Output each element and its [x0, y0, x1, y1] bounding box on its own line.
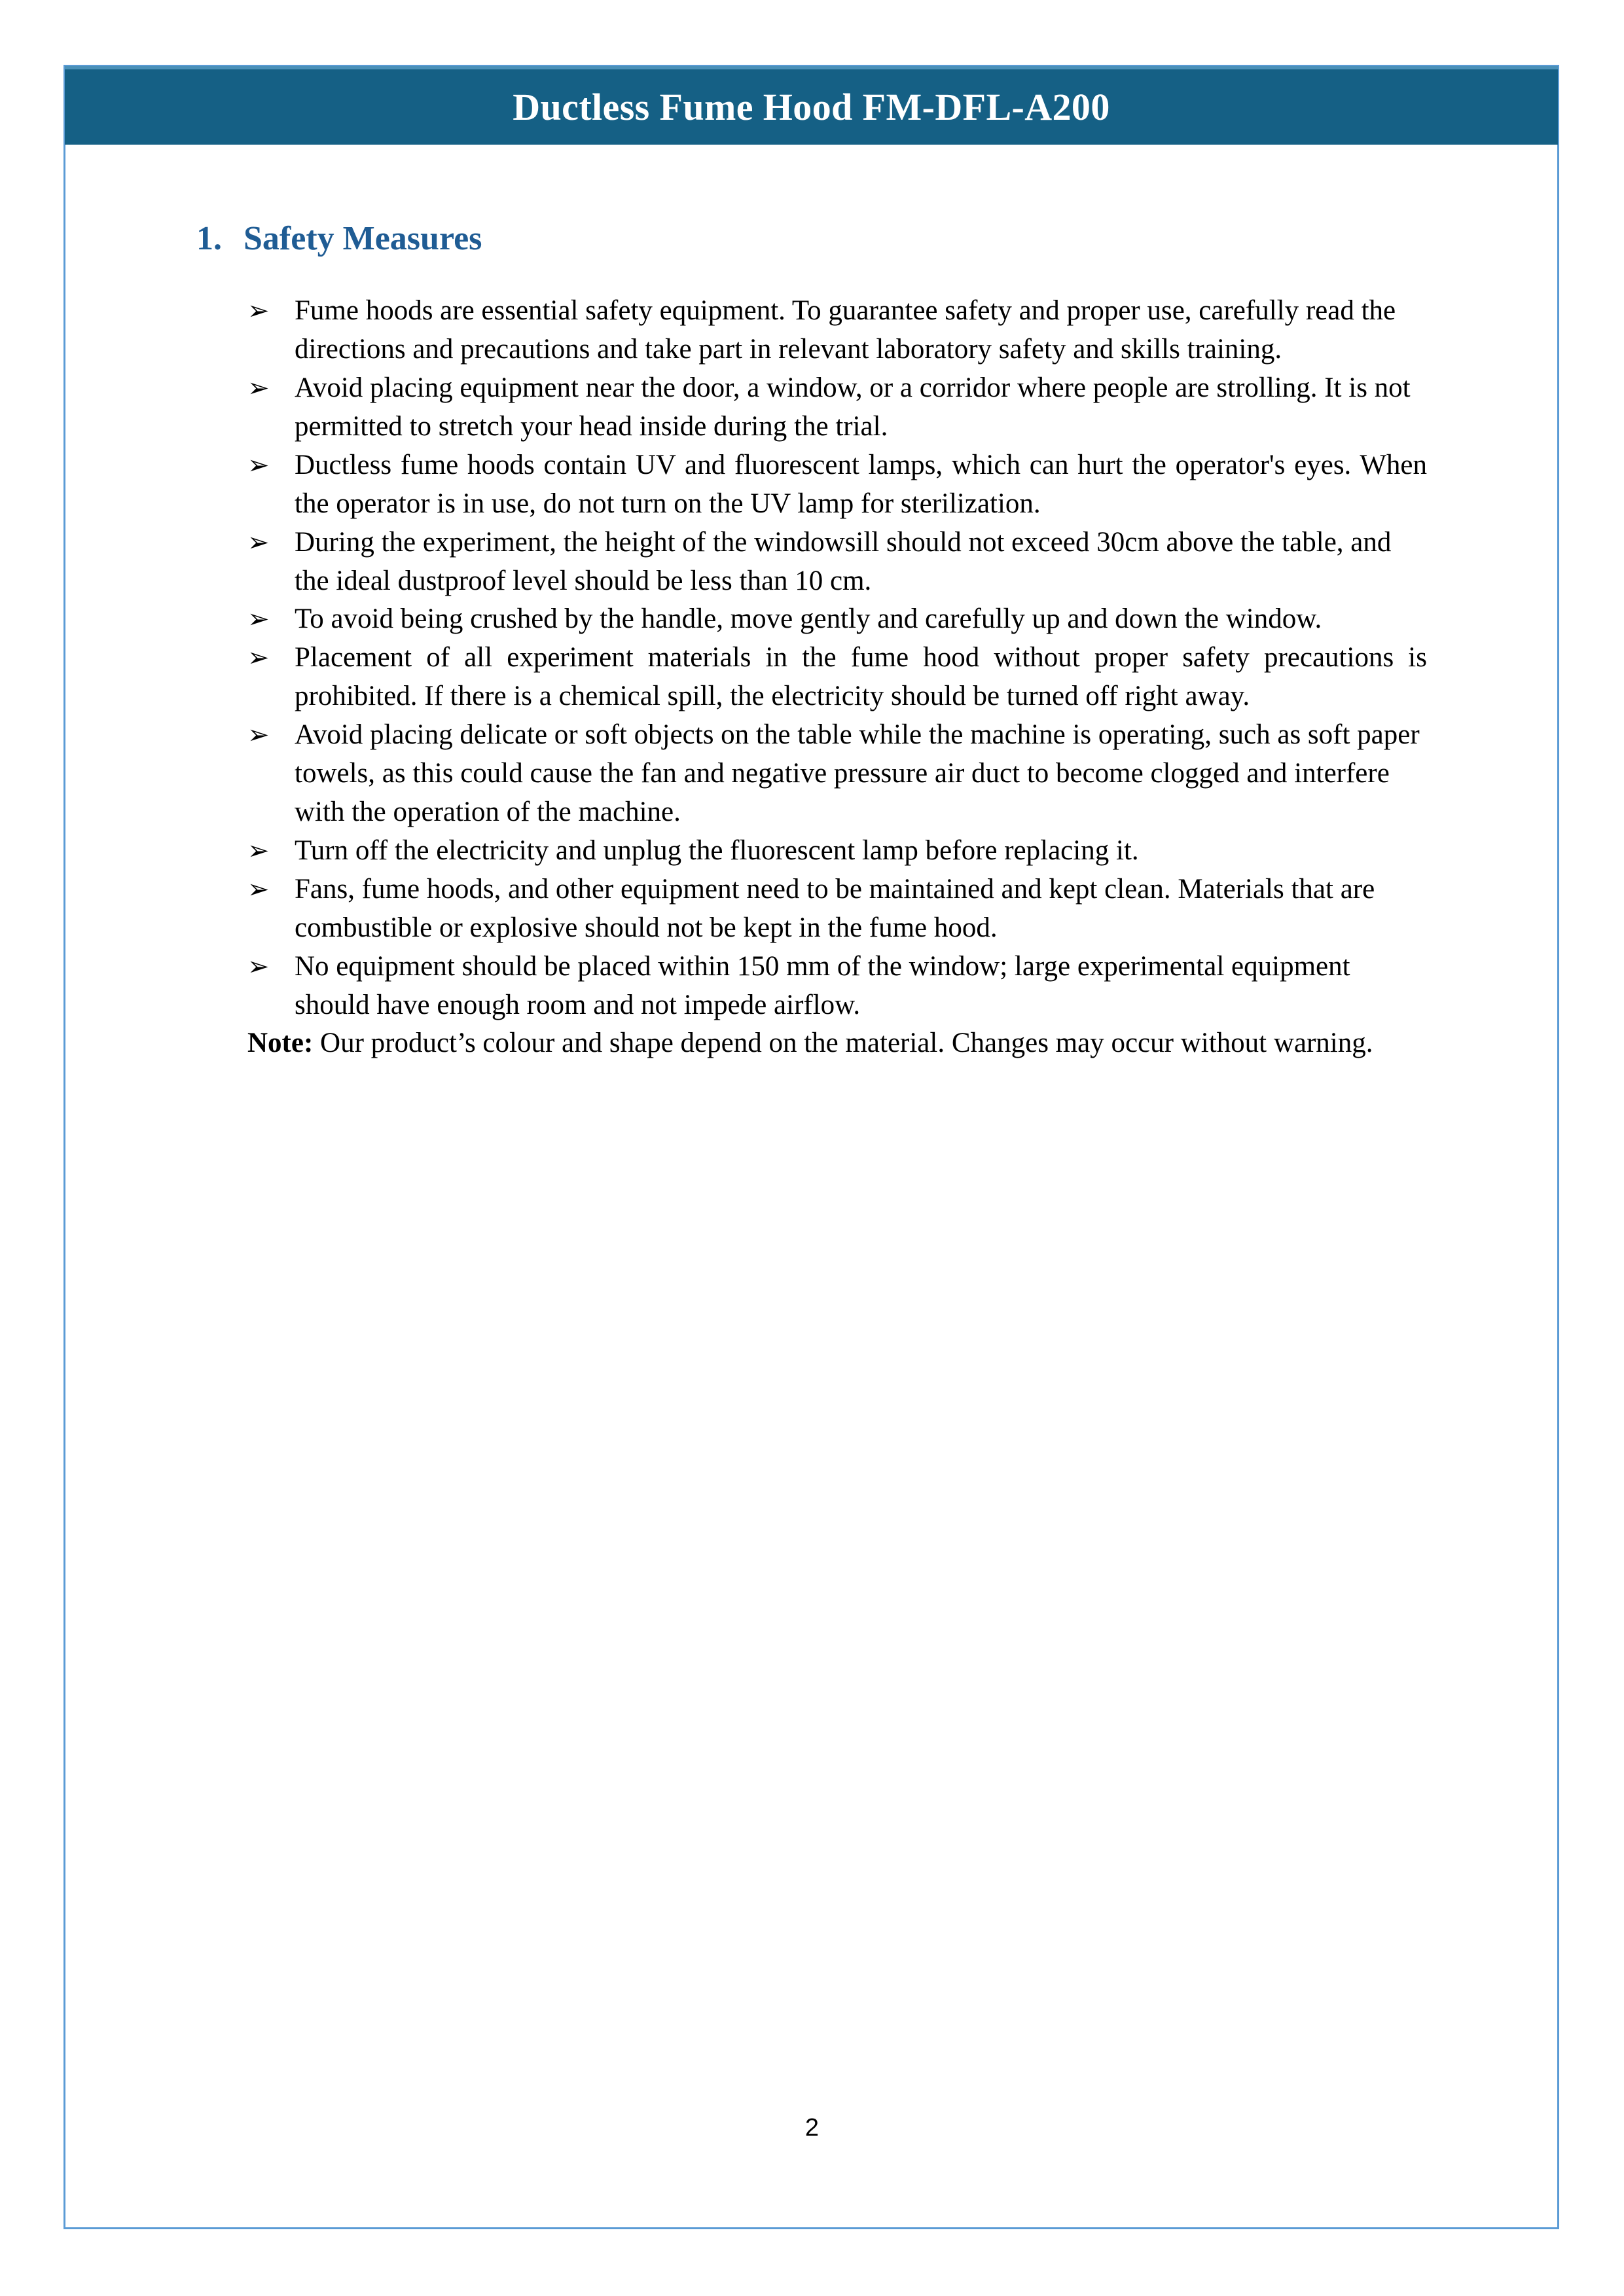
list-item-text: To avoid being crushed by the handle, move gently and carefully up and down the window.	[295, 603, 1322, 635]
list-item	[247, 292, 1427, 369]
arrow-bullet-icon: ➢	[247, 604, 270, 635]
list-item-text: Placement of all experiment materials in the fume hood without proper safety precautions is prohibited. If there is a chemical spill, the electricity should be turned off right away.	[295, 642, 1427, 712]
list-item	[247, 948, 1427, 1025]
list-item	[247, 369, 1427, 446]
list-item-text: No equipment should be placed within 150 mm of the window; large experimental equipment should have enough room and not impede airflow.	[295, 950, 1350, 1020]
list-item-text: Ductless fume hoods contain UV and fluorescent lamps, which can hurt the operator's eyes. When the operator is in use, do not turn on the UV lamp for sterilization.	[295, 449, 1427, 519]
safety-measures-list	[0, 292, 1624, 1024]
document-header-banner	[65, 66, 1558, 145]
arrow-bullet-icon: ➢	[247, 874, 270, 905]
list-item	[247, 870, 1427, 948]
list-item	[247, 600, 1427, 639]
section-number: 1.	[196, 220, 222, 257]
list-item-text: Fans, fume hoods, and other equipment need to be maintained and kept clean. Materials that are combustible or explosive should not be kept in the fume hood.	[295, 873, 1375, 943]
arrow-bullet-icon: ➢	[247, 720, 270, 751]
list-item-text: Fume hoods are essential safety equipment. To guarantee safety and proper use, carefully read the directions and precautions and take part in relevant laboratory safety and skills training.	[295, 295, 1396, 365]
note-paragraph	[247, 1024, 1427, 1063]
list-item-text: Avoid placing equipment near the door, a window, or a corridor where people are strolling. It is not permitted to stretch your head inside during the trial.	[295, 372, 1411, 442]
note-text: Our product’s colour and shape depend on the material. Changes may occur without warning.	[313, 1028, 1373, 1059]
arrow-bullet-icon: ➢	[247, 527, 270, 558]
list-item	[247, 446, 1427, 524]
section-title: Safety Measures	[244, 220, 482, 257]
list-item	[247, 524, 1427, 601]
footer-page-number: 2	[804, 2114, 820, 2142]
section-heading	[196, 220, 1624, 257]
list-item-text: Avoid placing delicate or soft objects on the table while the machine is operating, such as soft paper towels, as this could cause the fan and negative pressure air duct to become clogged and interfere with the operation of the machine.	[295, 719, 1420, 827]
list-item-text: During the experiment, the height of the windowsill should not exceed 30cm above the table, and the ideal dustproof level should be less than 10 cm.	[295, 526, 1392, 596]
list-item	[247, 832, 1427, 870]
list-item	[247, 716, 1427, 832]
page-content	[0, 145, 1624, 1091]
note-label: Note:	[247, 1028, 314, 1059]
list-item-text: Turn off the electricity and unplug the fluorescent lamp before replacing it.	[295, 834, 1139, 866]
document-title: Ductless Fume Hood FM-DFL-A200	[513, 85, 1110, 128]
arrow-bullet-icon: ➢	[247, 951, 270, 982]
arrow-bullet-icon: ➢	[247, 296, 270, 327]
arrow-bullet-icon: ➢	[247, 643, 270, 673]
arrow-bullet-icon: ➢	[247, 373, 270, 403]
list-item	[247, 639, 1427, 716]
arrow-bullet-icon: ➢	[247, 450, 270, 480]
arrow-bullet-icon: ➢	[247, 835, 270, 866]
